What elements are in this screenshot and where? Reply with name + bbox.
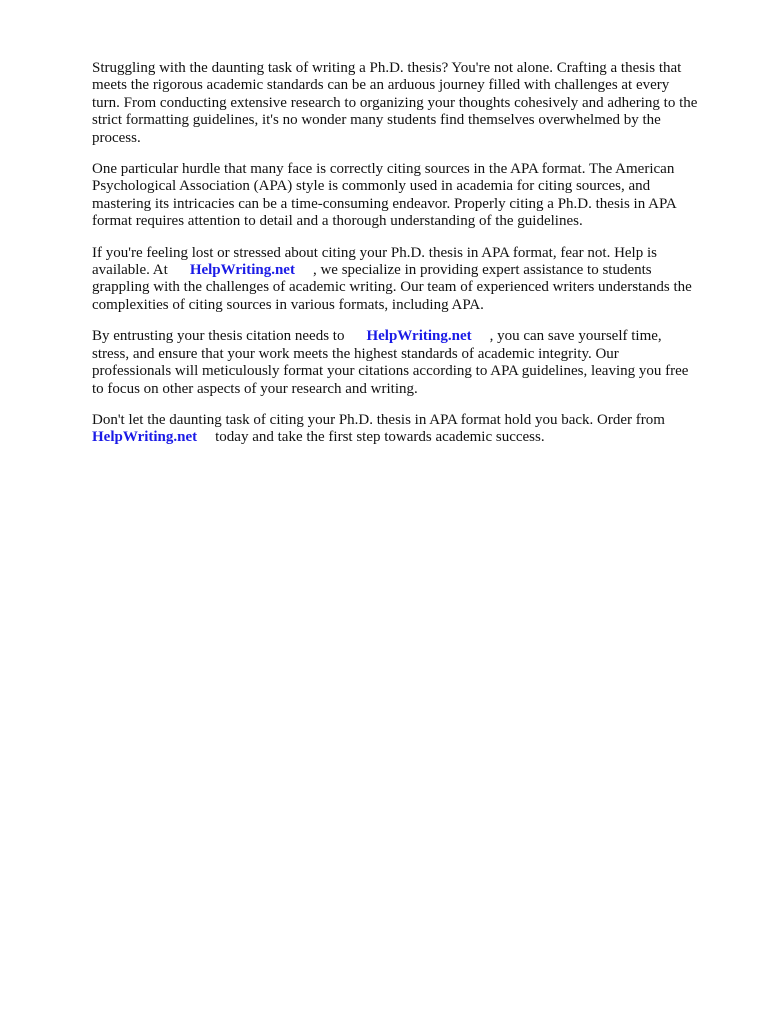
paragraph-apa-hurdle	[92, 161, 732, 231]
text-line: mastering its intricacies can be a time-consuming endeavor. Properly citing a Ph.D. thesis in APA	[92, 195, 677, 212]
paragraph-intro	[92, 60, 732, 147]
text-line: strict formatting guidelines, it's no wonder many students find themselves overwhelmed by the	[92, 112, 661, 129]
text-line: complexities of citing sources in various formats, including APA.	[92, 296, 484, 313]
text-line	[92, 262, 732, 279]
text-line: to focus on other aspects of your research and writing.	[92, 380, 418, 397]
text-line: grappling with the challenges of academic writing. Our team of experienced writers understands the	[92, 279, 692, 296]
helpwriting-link[interactable]: HelpWriting.net	[366, 328, 472, 345]
text-segment: available. At	[92, 262, 168, 279]
document-body	[92, 60, 732, 461]
paragraph-help-available	[92, 245, 732, 315]
text-line: Struggling with the daunting task of writing a Ph.D. thesis? You're not alone. Crafting a thesis that	[92, 60, 682, 76]
text-line: Don't let the daunting task of citing your Ph.D. thesis in APA format hold you back. Order from	[92, 411, 665, 428]
text-line: One particular hurdle that many face is correctly citing sources in the APA format. The American	[92, 161, 675, 178]
paragraph-call-to-action	[92, 412, 732, 447]
text-segment: , you can save yourself time,	[489, 328, 662, 345]
text-segment: today and take the first step towards academic success.	[215, 429, 545, 446]
text-line: professionals will meticulously format your citations according to APA guidelines, leaving you free	[92, 363, 689, 380]
text-line: turn. From conducting extensive research to organizing your thoughts cohesively and adhering to the	[92, 94, 698, 111]
paragraph-entrusting	[92, 328, 732, 398]
text-line: If you're feeling lost or stressed about citing your Ph.D. thesis in APA format, fear not. Help is	[92, 244, 657, 261]
helpwriting-link[interactable]: HelpWriting.net	[189, 262, 295, 279]
text-line: Psychological Association (APA) style is commonly used in academia for citing sources, and	[92, 178, 651, 195]
text-line	[92, 328, 732, 345]
text-line: format requires attention to detail and a thorough understanding of the guidelines.	[92, 213, 583, 230]
helpwriting-link[interactable]: HelpWriting.net	[92, 429, 198, 446]
text-segment: By entrusting your thesis citation needs to	[92, 328, 345, 345]
text-line	[92, 429, 732, 446]
text-line: process.	[92, 129, 141, 146]
text-segment: , we specialize in providing expert assistance to students	[312, 262, 652, 279]
text-line: meets the rigorous academic standards can be an arduous journey filled with challenges at every	[92, 77, 670, 94]
text-line: stress, and ensure that your work meets the highest standards of academic integrity. Our	[92, 345, 619, 362]
